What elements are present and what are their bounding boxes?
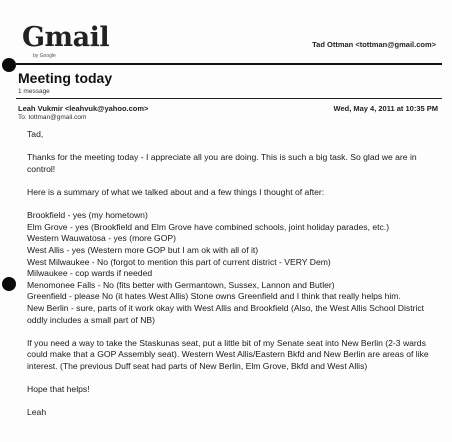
- body-paragraph: If you need a way to take the Staskunas seat, put a little bit of my Senate seat into New Berlin (2-3 wards could make that a GOP Assembly seat). Western West Allis/Eastern Bkfd and New Berlin are areas of like interest. (The previous Duff seat had parts of New Berlin, Elm Grove, Bkfd and West Allis): [27, 337, 429, 371]
- closing: Hope that helps!: [27, 384, 90, 395]
- list-item: New Berlin - sure, parts of it work okay with West Allis and Brookfield (Also, the West Allis School District oddly includes a small part of NB): [27, 302, 425, 325]
- binder-hole-icon: [2, 58, 16, 72]
- gmail-logo-subtitle: by Google: [33, 53, 56, 59]
- list-item: Brookfield - yes (my hometown): [27, 210, 148, 221]
- message-count: 1 message: [18, 88, 50, 95]
- email-subject: Meeting today: [18, 70, 113, 86]
- signature: Leah: [27, 407, 47, 418]
- body-paragraph: Thanks for the meeting today - I appreciate all you are doing. This is such a big task. So glad we are in control!: [27, 152, 417, 174]
- district-list: [27, 210, 437, 326]
- greeting: Tad,: [27, 129, 44, 139]
- message-divider: [16, 98, 442, 99]
- recipient: To: tottman@gmail.com: [18, 114, 87, 121]
- list-item: Elm Grove - yes (Brookfield and Elm Grove have combined schools, joint holiday parades, etc.): [27, 221, 390, 232]
- list-item: Western Wauwatosa - yes (more GOP): [27, 233, 176, 244]
- header-divider: [16, 63, 442, 65]
- binder-hole-icon: [2, 277, 16, 291]
- list-item: Greenfield - please No (it hates West Allis) Stone owns Greenfield and I think that really helps him.: [27, 291, 401, 302]
- sender: Leah Vukmir <leahvuk@yahoo.com>: [18, 104, 149, 113]
- list-item: West Milwaukee - No (forgot to mention this part of current district - VERY Dem): [27, 256, 331, 267]
- list-item: West Allis - yes (Western more GOP but I am ok with all of it): [27, 244, 259, 255]
- sent-date: Wed, May 4, 2011 at 10:35 PM: [333, 104, 438, 113]
- gmail-logo: Gmail: [22, 22, 110, 53]
- body-paragraph: Here is a summary of what we talked about and a few things I thought of after:: [27, 186, 325, 197]
- list-item: Milwaukee - cop wards if needed: [27, 268, 153, 279]
- account-email: Tad Ottman <tottman@gmail.com>: [312, 40, 436, 49]
- list-item: Menomonee Falls - No (fits better with Germantown, Sussex, Lannon and Butler): [27, 279, 335, 290]
- email-body: [27, 129, 437, 430]
